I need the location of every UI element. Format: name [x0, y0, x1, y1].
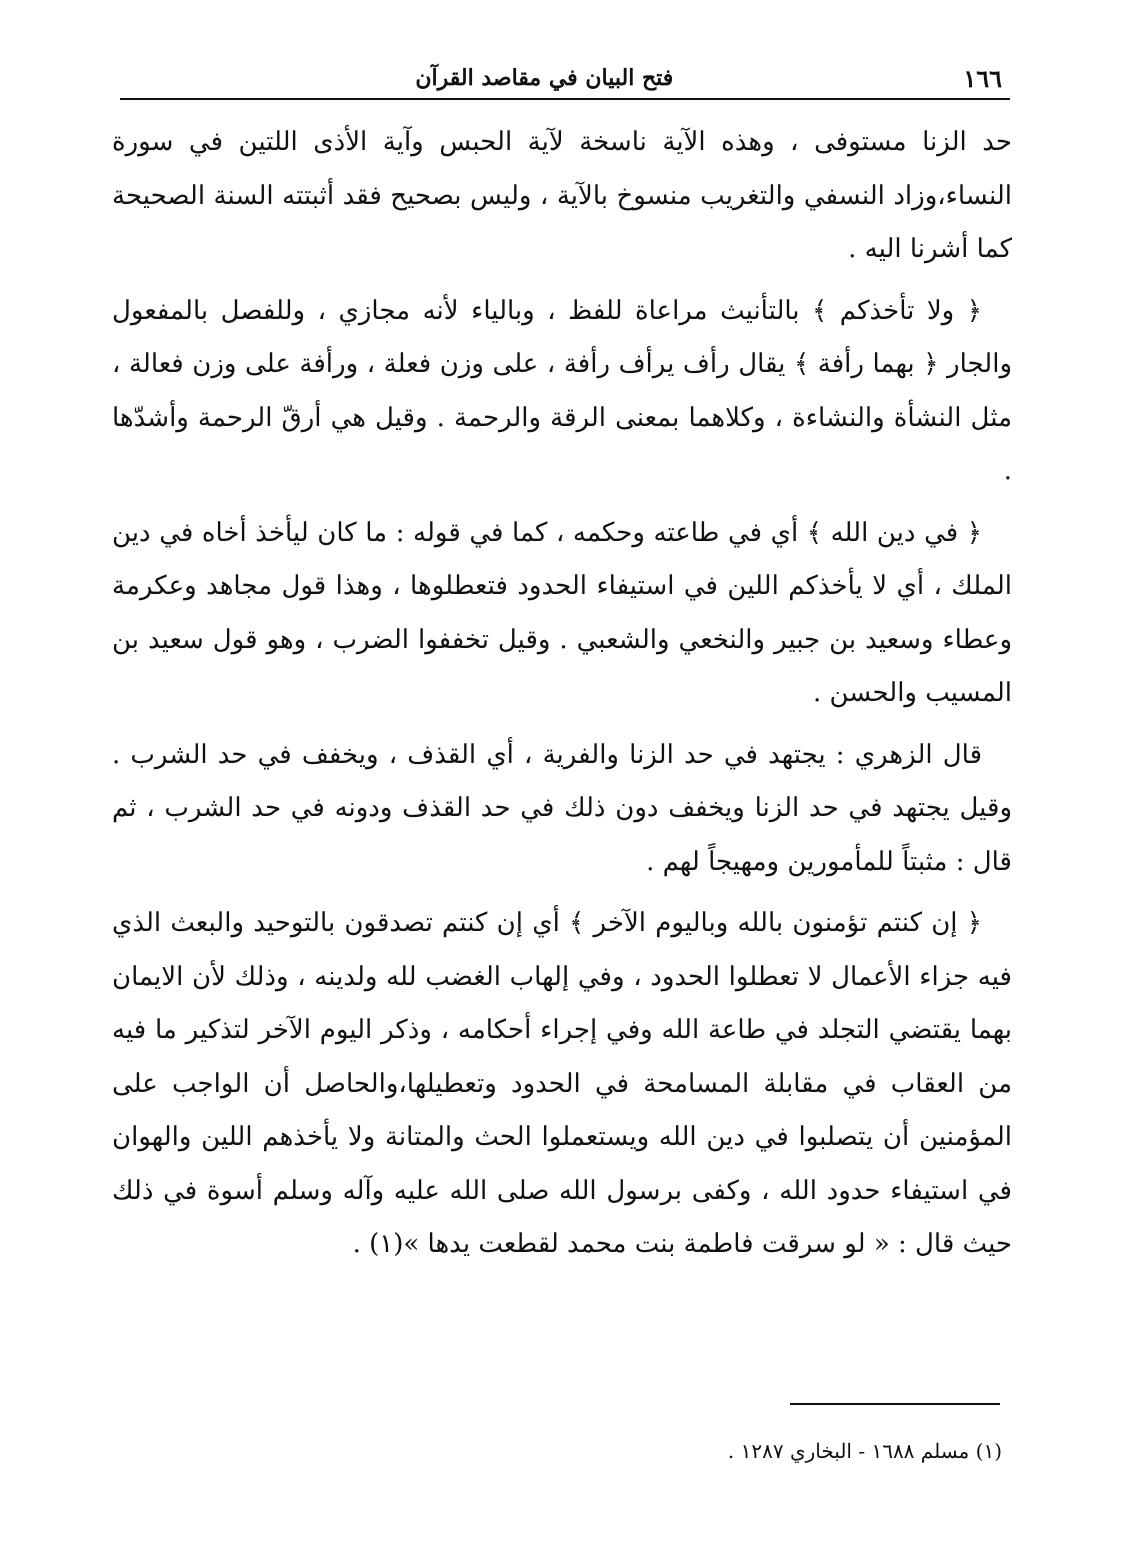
page-number: ١٦٦ [963, 63, 1002, 93]
running-title: فتح البيان في مقاصد القرآن [415, 65, 674, 91]
paragraph-1: حد الزنا مستوفى ، وهذه الآية ناسخة لآية الحبس وآية الأذى اللتين في سورة النساء،وزاد النسفي والتغريب منسوخ بالآية ، وليس بصحيح فقد أثبتته السنة الصحيحة كما أشرنا اليه . [112, 127, 1012, 264]
paragraph-3: ﴿ في دين الله ﴾ أي في طاعته وحكمه ، كما في قوله : ما كان ليأخذ أخاه في دين الملك ، أي لا يأخذكم اللين في استيفاء الحدود فتعطلوها ، وهذا قول مجاهد وعكرمة وعطاء وسعيد بن جبير والنخعي والشعبي . وقيل تخففوا الضرب ، وهو قول سعيد بن المسيب والحسن . [112, 517, 1012, 708]
paragraph-4: قال الزهري : يجتهد في حد الزنا والفرية ، أي القذف ، ويخفف في حد الشرب . وقيل يجتهد في حد الزنا ويخفف دون ذلك في حد القذف ودونه في حد الشرب ، ثم قال : مثبتاً للمأمورين ومهيجاً لهم . [112, 739, 1012, 877]
paragraph-2: ﴿ ولا تأخذكم ﴾ بالتأنيث مراعاة للفظ ، وبالياء لأنه مجازي ، وللفصل بالمفعول والجار ﴿ بهما رأفة ﴾ يقال رأف يرأف رأفة ، على وزن فعلة ، ورأفة على وزن فعالة ، مثل النشأة والنشاءة ، وكلاهما بمعنى الرقة والرحمة . وقيل هي أرقّ الرحمة وأشدّها . [112, 295, 1012, 486]
body-text [112, 116, 1012, 1280]
footnote-1: (١) مسلم ١٦٨٨ - البخاري ١٢٨٧ . [727, 1439, 1002, 1463]
paragraph-5: ﴿ إن كنتم تؤمنون بالله وباليوم الآخر ﴾ أي إن كنتم تصدقون بالتوحيد والبعث الذي فيه جزاء الأعمال لا تعطلوا الحدود ، وفي إلهاب الغضب لله ولدينه ، وذلك لأن الايمان بهما يقتضي التجلد في طاعة الله وفي إجراء أحكامه ، وذكر اليوم الآخر لتذكير ما فيه من العقاب في مقابلة المسامحة في الحدود وتعطيلها،والحاصل أن الواجب على المؤمنين أن يتصلبوا في دين الله ويستعملوا الحث والمتانة ولا يأخذهم اللين والهوان في استيفاء حدود الله ، وكفى برسول الله صلى الله عليه وآله وسلم أسوة في ذلك حيث قال : « لو سرقت فاطمة بنت محمد لقطعت يدها »(١) . [112, 908, 1012, 1259]
page-header [120, 58, 1010, 100]
footnote-divider [790, 1403, 1000, 1405]
